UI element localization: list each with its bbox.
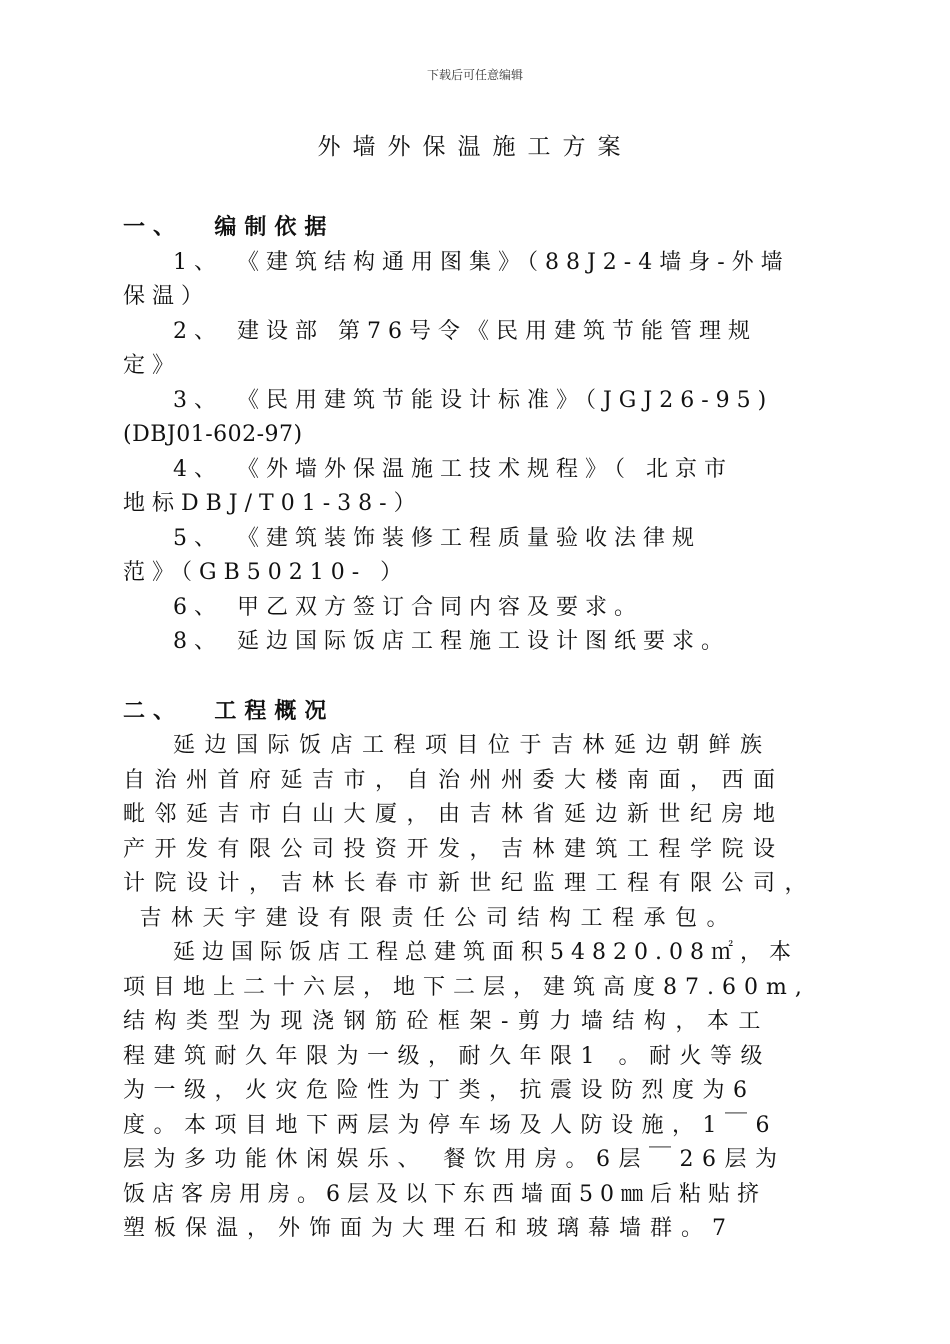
section-2-line: 度。本项目地下两层为停车场及人防设施，1￣6 xyxy=(123,1113,778,1138)
section-2-line: 为一级，火灾危险性为丁类，抗震设防烈度为6 xyxy=(123,1078,756,1103)
section-1-line: 地标DBJ/T01-38-） xyxy=(123,491,423,516)
section-2-line: 延边国际饭店工程总建筑面积54820.08㎡，本 xyxy=(173,940,798,965)
section-1-line: 1、 《建筑结构通用图集》（88J2-4墙身-外墙 xyxy=(173,250,790,275)
section-2-line: 计院设计，吉林长春市新世纪监理工程有限公司， xyxy=(123,871,817,896)
section-2-line: 延边国际饭店工程项目位于吉林延边朝鲜族 xyxy=(173,733,772,758)
section-2-line: 层为多功能休闲娱乐、 餐饮用房。6层￣26层为 xyxy=(123,1147,786,1172)
section-2-line: 自治州首府延吉市，自治州州委大楼南面，西面 xyxy=(123,768,785,793)
section-2-line: 结构类型为现浇钢筋砼框架-剪力墙结构，本工 xyxy=(123,1009,770,1034)
section-1-line: 8、 延边国际饭店工程施工设计图纸要求。 xyxy=(173,629,730,654)
section-2-line: 程建筑耐久年限为一级，耐久年限1 。耐火等级 xyxy=(123,1044,771,1069)
section-1-line: 定》 xyxy=(123,353,182,378)
section-1-heading: 一、 编制依据 xyxy=(123,215,335,240)
section-2-line: 塑板保温，外饰面为大理石和玻璃幕墙群。7 xyxy=(123,1216,735,1241)
section-2-line: 饭店客房用房。6层及以下东西墙面50㎜后粘贴挤 xyxy=(123,1182,766,1207)
section-1-line: (DBJ01-602-97) xyxy=(123,422,303,447)
section-2-line: 毗邻延吉市白山大厦，由吉林省延边新世纪房地 xyxy=(123,802,785,827)
section-1-line: 3、 《民用建筑节能设计标准》（JGJ26-95) xyxy=(173,388,774,413)
page-title: 外墙外保温施工方案 xyxy=(317,134,633,160)
section-1-line: 保温） xyxy=(123,284,211,309)
section-1-line: 4、 《外墙外保温施工技术规程》（ 北京市 xyxy=(173,457,733,482)
section-2-line: 吉林天宇建设有限责任公司结构工程承包。 xyxy=(123,906,738,931)
section-2-line: 产开发有限公司投资开发，吉林建筑工程学院设 xyxy=(123,837,785,862)
section-2-line: 项目地上二十六层，地下二层，建筑高度87.60m, xyxy=(123,975,810,1000)
section-2-heading: 二、 工程概况 xyxy=(123,699,335,724)
section-1-line: 2、 建设部 第76号令《民用建筑节能管理规 xyxy=(173,319,757,344)
section-1-line: 5、 《建筑装饰装修工程质量验收法律规 xyxy=(173,526,701,551)
section-1-line: 范》（GB50210- ） xyxy=(123,560,410,585)
header-note: 下载后可任意编辑 xyxy=(426,68,523,82)
section-1-line: 6、 甲乙双方签订合同内容及要求。 xyxy=(173,595,643,620)
